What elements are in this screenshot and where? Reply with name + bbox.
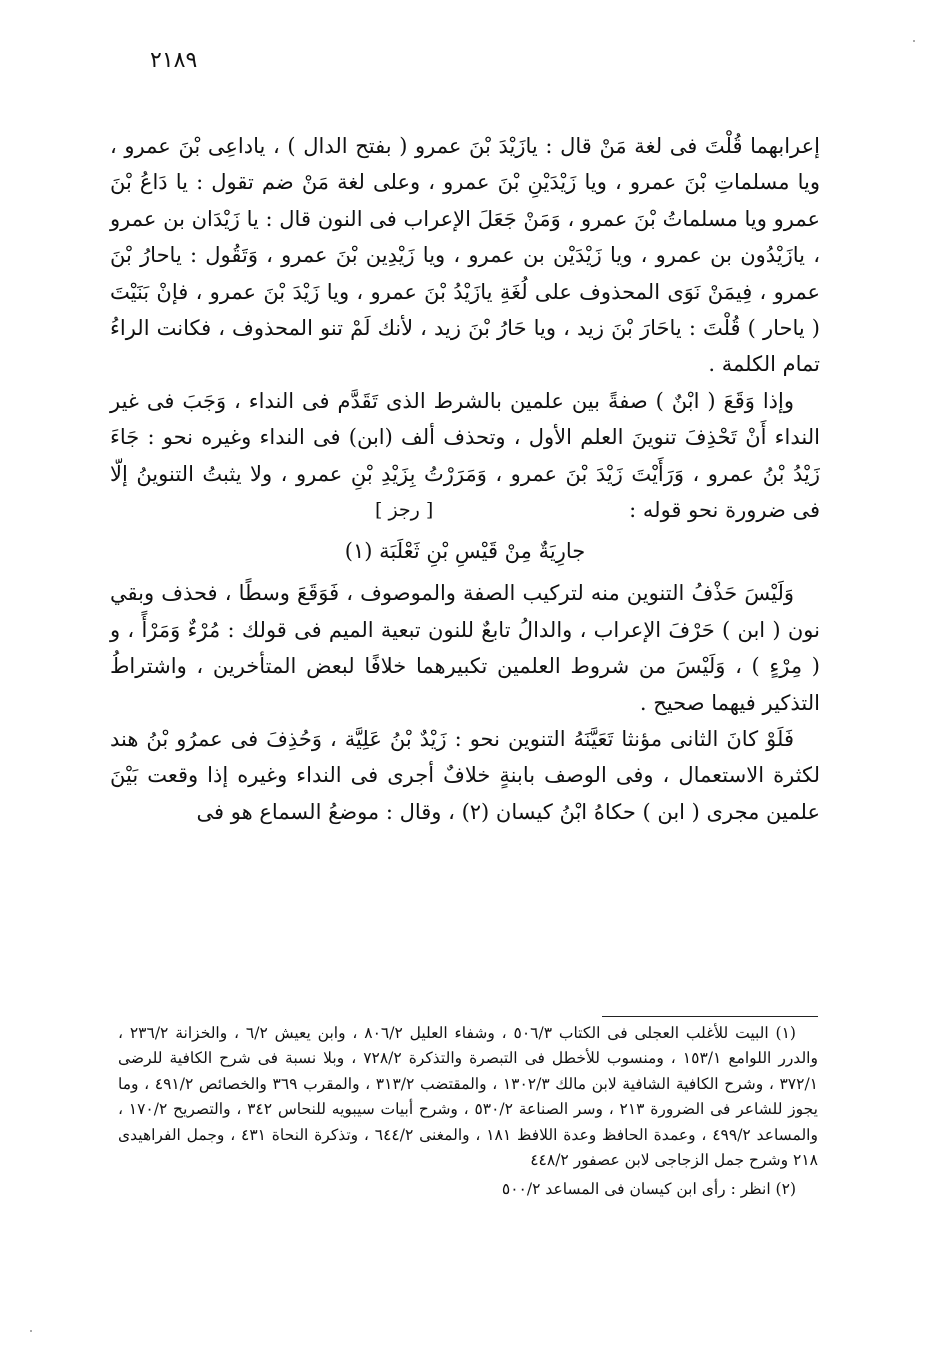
footnote-separator [602, 1016, 818, 1017]
meter-label: [ رجز ] [375, 499, 434, 522]
footnotes [118, 1021, 818, 1203]
paragraph-3: وَلَيْسَ حَذْفُ التنوين منه لتركيب الصفة والموصوف ، فَوَقَعَ وسطًا ، فحذف وبقي نون ( ابن ) حَرْفَ الإعراب ، والدالُ تابعٌ للنون تبعية الميم فى قولك : مُرْءٌ وَمَرْأً ، و ( مِرْءٍ ) ، وَلَيْسَ من شروط العلمين تكبيرهما خلافًا لبعض المتأخرين ، واشتراطُ التذكير فيهما صحيح . [110, 581, 820, 715]
footnote-1: (١) البيت للأغلب العجلى فى الكتاب ٥٠٦/٣ ، وشفاء العليل ٨٠٦/٢ ، وابن يعيش ٦/٢ ، والخزانة ٢٣٦/٢ ، والدرر اللوامع ١٥٣/١ ، ومنسوب للأخطل فى التبصرة والتذكرة ٧٢٨/٢ ، وبلا نسبة فى شرح الكافية للرضى ٣٧٢/١ ، وشرح الكافية الشافية لابن مالك ١٣٠٢/٣ ، والمقتضب ٣١٣/٢ ، والمقرب ٣٦٩ والخصائص ٤٩١/٢ ، وما يجوز للشاعر فى الضرورة ٢١٣ ، وسر الصناعة ٥٣٠/٢ ، وشرح أبيات سيبويه للنحاس ٣٤٢ ، والتصريح ١٧٠/٢ ، والمساعد ٤٩٩/٢ ، وعمدة الحافظ وعدة اللافظ ١٨١ ، والمغنى ٦٤٤/٢ ، وتذكرة النحاة ٤٣١ ، وجمل الفراهيدى ٢١٨ وشرح جمل الزجاجى لابن عصفور ٤٤٨/٢ [118, 1024, 818, 1170]
verse-footnote-ref: (١) [344, 538, 373, 563]
scan-speck [30, 1330, 32, 1332]
scan-speck [913, 40, 915, 42]
page-number: ٢١٨٩ [150, 48, 198, 73]
main-text [110, 128, 820, 830]
verse-line [110, 529, 820, 575]
paragraph-4: فَلَوْ كانَ الثانى مؤنثا تَعَيَّنَهُ التنوين نحو : زَيْدٌ بْنُ عَلِيَّة ، وَحُذِفَ فى عمرُو بْنُ هند لكثرة الاستعمال ، وفى الوصف بابنةٍ خلافٌ أجرى فى النداء وغيره إذا وقعت بَيْنَ علمين مجرى ( ابن ) حكاهُ ابْنُ كيسان (٢) ، وقال : موضعُ السماع هو فى [110, 726, 820, 824]
paragraph-2: وإذا وَقَعَ ( ابْنٌ ) صفةً بين علمين بالشرط الذى تَقَدَّم فى النداء ، وَجَبَ فى غير النداء أَنْ تَحْذِفَ تنوينَ العلم الأول ، وتحذف ألف (ابن) فى النداء وغيره نحو : جَاءَ زَيْدُ بْنُ عمرو ، وَرَأَيْتَ زَيْدَ بْنَ عمرو ، وَمَرَرْتُ بِزَيْدِ بْنِ عمرو ، ولا يثبتُ التنوينُ إلّا فى ضرورة نحو قوله : [110, 388, 820, 523]
footnote-2: (٢) انظر : رأى ابن كيسان فى المساعد ٥٠٠/٢ [501, 1180, 796, 1199]
verse-text: جارِيَةٌ مِنْ قَيْسِ بْنِ ثَعْلَبَة [379, 538, 586, 563]
paragraph-1: إعرابهما قُلْتَ فى لغة مَنْ قال : يازَيْدَ بْنَ عمرو ( بفتح الدال ) ، ياداعِى بْنَ عمرو ، ويا مسلماتِ بْنَ عمرو ، ويا زَيْدَيْنِ بْنَ عمرو ، وعلى لغة مَنْ ضم تقول : يا دَاعُ بْنَ عمرو ويا مسلماتُ بْنَ عمرو ، وَمَنْ جَعَلَ الإعراب فى النون قال : يا زَيْدَان بن عمرو ، يازَيْدُون بن عمرو ، ويا زَيْدَيْن بن عمرو ، ويا زَيْدِين بْنَ عمرو ، وَتَقُول : ياحارُ بْنَ عمرو ، فِيمَنْ نَوَى المحذوف على لُغَةِ يازَيْدُ بْنَ عمرو ، ويا زَيْدَ بْنَ عمرو ، فإنْ بَنَيْتَ ( ياحار ) قُلْتَ : ياحَارَ بْنَ زيد ، ويا حَارُ بْنَ زيد ، لأنك لَمْ تنو المحذوف ، فكانت الراءُ تمام الكلمة . [110, 134, 820, 377]
